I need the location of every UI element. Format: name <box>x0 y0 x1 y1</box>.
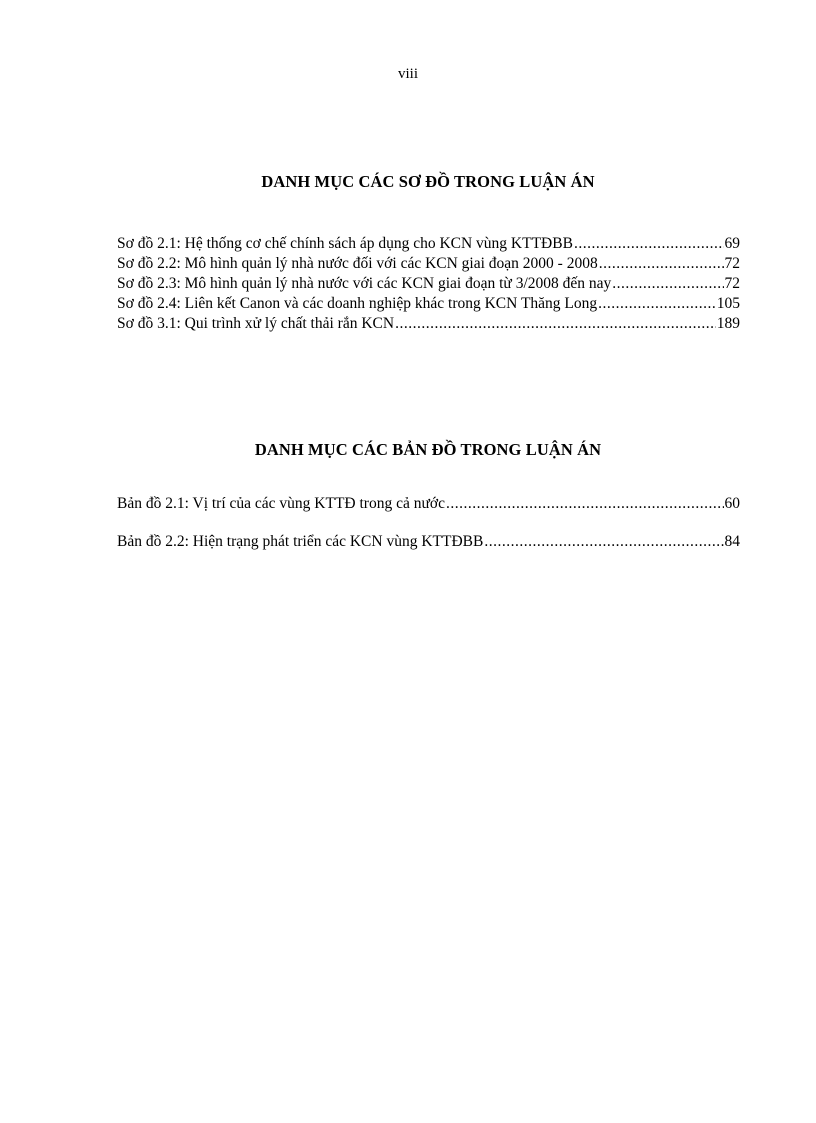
page-number: viii <box>397 66 418 82</box>
toc-entry-diagram-2-2[interactable] <box>117 254 740 274</box>
toc-entry-page: 105 <box>716 295 740 312</box>
toc-entry-title: Bản đồ 2.1: Vị trí của các vùng KTTĐ trong cả nước <box>117 495 445 512</box>
toc-entry-page: 60 <box>724 495 740 512</box>
maps-list-heading: DANH MỤC CÁC BẢN ĐỒ TRONG LUẬN ÁN <box>254 440 602 459</box>
toc-entry-title: Sơ đồ 2.2: Mô hình quản lý nhà nước đối với các KCN giai đoạn 2000 - 2008 <box>117 255 598 272</box>
toc-entry-diagram-3-1[interactable] <box>117 314 740 334</box>
dot-leader <box>446 494 724 514</box>
toc-entry-title: Sơ đồ 2.1: Hệ thống cơ chế chính sách áp dụng cho KCN vùng KTTĐBB <box>117 235 573 252</box>
toc-entry-title: Sơ đồ 2.4: Liên kết Canon và các doanh nghiệp khác trong KCN Thăng Long <box>117 295 598 312</box>
toc-entry-map-2-2[interactable] <box>117 532 740 552</box>
toc-entry-page: 84 <box>724 533 740 550</box>
toc-entry-diagram-2-3[interactable] <box>117 274 740 294</box>
toc-entry-page: 72 <box>724 275 740 292</box>
toc-entry-page: 69 <box>724 235 740 252</box>
dot-leader <box>599 254 724 274</box>
toc-entry-page: 72 <box>724 255 740 272</box>
toc-entry-page: 189 <box>716 315 740 332</box>
dot-leader <box>612 274 723 294</box>
dot-leader <box>574 234 724 254</box>
diagrams-list-heading: DANH MỤC CÁC SƠ ĐỒ TRONG LUẬN ÁN <box>261 172 595 191</box>
toc-entry-map-2-1[interactable] <box>117 494 740 514</box>
dot-leader <box>484 532 723 552</box>
dot-leader <box>598 294 716 314</box>
diagrams-list <box>117 234 740 334</box>
toc-entry-title: Sơ đồ 3.1: Qui trình xử lý chất thải rắn KCN <box>117 315 395 332</box>
toc-entry-title: Bản đồ 2.2: Hiện trạng phát triển các KCN vùng KTTĐBB <box>117 533 484 550</box>
maps-list <box>117 494 740 570</box>
toc-entry-diagram-2-4[interactable] <box>117 294 740 314</box>
toc-entry-diagram-2-1[interactable] <box>117 234 740 254</box>
toc-entry-title: Sơ đồ 2.3: Mô hình quản lý nhà nước với các KCN giai đoạn từ 3/2008 đến nay <box>117 275 612 292</box>
dot-leader <box>395 314 716 334</box>
